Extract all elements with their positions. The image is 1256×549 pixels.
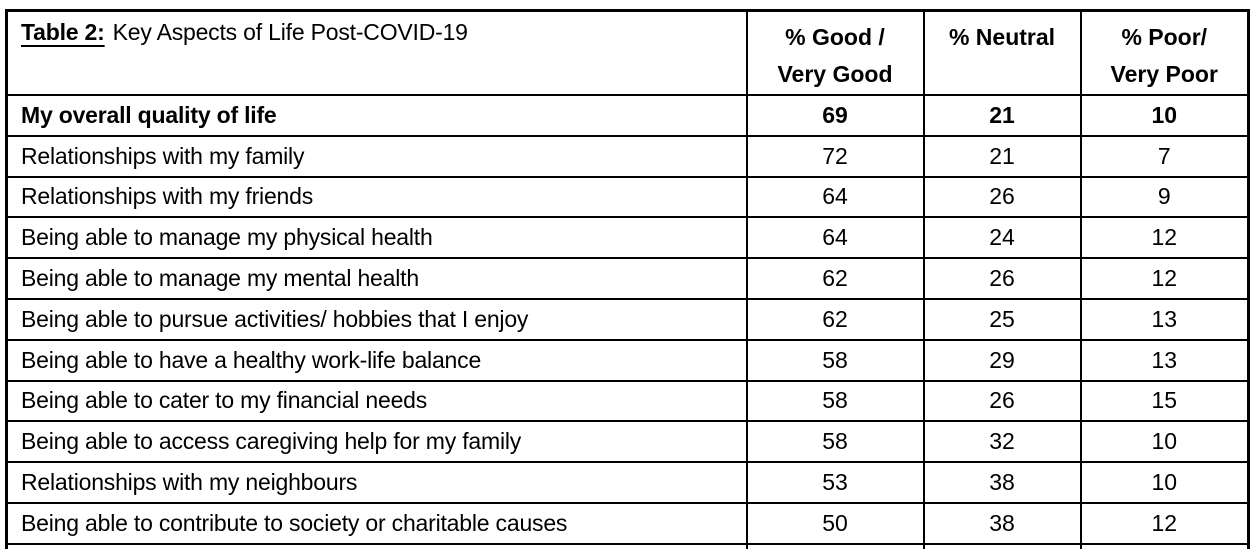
column-header-poor-line1: % Poor/ bbox=[1121, 24, 1208, 50]
cropped-cell bbox=[747, 544, 924, 549]
column-header-poor-very-poor bbox=[1081, 11, 1249, 96]
row-neutral-value: 26 bbox=[924, 381, 1081, 422]
table-row bbox=[7, 258, 1249, 299]
row-good-value: 69 bbox=[747, 95, 924, 136]
cropped-cell bbox=[1081, 544, 1249, 549]
column-header-good-line1: % Good / bbox=[785, 24, 885, 50]
row-good-value: 64 bbox=[747, 217, 924, 258]
row-neutral-value: 38 bbox=[924, 462, 1081, 503]
cropped-row-sliver bbox=[7, 544, 1249, 549]
row-label: My overall quality of life bbox=[7, 95, 747, 136]
column-header-good-line2: Very Good bbox=[777, 61, 893, 87]
table-header bbox=[7, 11, 1249, 96]
row-neutral-value: 21 bbox=[924, 95, 1081, 136]
table-body bbox=[7, 95, 1249, 544]
row-label: Relationships with my friends bbox=[7, 177, 747, 218]
row-neutral-value: 38 bbox=[924, 503, 1081, 544]
table-row bbox=[7, 462, 1249, 503]
cropped-cell bbox=[7, 544, 747, 549]
row-neutral-value: 32 bbox=[924, 421, 1081, 462]
table-caption-title: Key Aspects of Life Post-COVID-19 bbox=[112, 19, 468, 45]
row-poor-value: 12 bbox=[1081, 258, 1249, 299]
table-row bbox=[7, 381, 1249, 422]
row-poor-value: 15 bbox=[1081, 381, 1249, 422]
row-neutral-value: 29 bbox=[924, 340, 1081, 381]
row-poor-value: 9 bbox=[1081, 177, 1249, 218]
row-label: Being able to pursue activities/ hobbies that I enjoy bbox=[7, 299, 747, 340]
row-poor-value: 10 bbox=[1081, 95, 1249, 136]
row-good-value: 58 bbox=[747, 421, 924, 462]
row-poor-value: 13 bbox=[1081, 340, 1249, 381]
row-poor-value: 12 bbox=[1081, 503, 1249, 544]
row-label: Being able to cater to my financial needs bbox=[7, 381, 747, 422]
row-poor-value: 13 bbox=[1081, 299, 1249, 340]
row-label: Being able to contribute to society or charitable causes bbox=[7, 503, 747, 544]
table-row bbox=[7, 421, 1249, 462]
column-header-good-very-good bbox=[747, 11, 924, 96]
row-neutral-value: 21 bbox=[924, 136, 1081, 177]
column-header-neutral bbox=[924, 11, 1081, 96]
row-good-value: 72 bbox=[747, 136, 924, 177]
column-header-neutral-line1: % Neutral bbox=[948, 24, 1056, 50]
row-poor-value: 10 bbox=[1081, 462, 1249, 503]
table-row bbox=[7, 136, 1249, 177]
table-caption-cell bbox=[7, 11, 747, 96]
table-row bbox=[7, 299, 1249, 340]
row-label: Being able to have a healthy work-life balance bbox=[7, 340, 747, 381]
table-row bbox=[7, 95, 1249, 136]
row-neutral-value: 25 bbox=[924, 299, 1081, 340]
row-label: Relationships with my neighbours bbox=[7, 462, 747, 503]
table-row bbox=[7, 177, 1249, 218]
row-label: Being able to manage my physical health bbox=[7, 217, 747, 258]
table-caption-number: Table 2: bbox=[21, 19, 105, 45]
row-poor-value: 12 bbox=[1081, 217, 1249, 258]
row-good-value: 58 bbox=[747, 381, 924, 422]
row-neutral-value: 24 bbox=[924, 217, 1081, 258]
row-neutral-value: 26 bbox=[924, 177, 1081, 218]
row-good-value: 50 bbox=[747, 503, 924, 544]
table-row bbox=[7, 340, 1249, 381]
row-good-value: 62 bbox=[747, 299, 924, 340]
table-row bbox=[7, 217, 1249, 258]
row-label: Being able to access caregiving help for my family bbox=[7, 421, 747, 462]
cropped-cell bbox=[924, 544, 1081, 549]
table-2-key-aspects-of-life bbox=[5, 9, 1250, 549]
row-neutral-value: 26 bbox=[924, 258, 1081, 299]
row-label: Relationships with my family bbox=[7, 136, 747, 177]
column-header-poor-line2: Very Poor bbox=[1110, 61, 1218, 87]
table-row bbox=[7, 503, 1249, 544]
row-poor-value: 7 bbox=[1081, 136, 1249, 177]
table-cropped-next-row bbox=[7, 544, 1249, 549]
row-label: Being able to manage my mental health bbox=[7, 258, 747, 299]
row-good-value: 58 bbox=[747, 340, 924, 381]
row-good-value: 53 bbox=[747, 462, 924, 503]
header-row bbox=[7, 11, 1249, 96]
row-poor-value: 10 bbox=[1081, 421, 1249, 462]
row-good-value: 64 bbox=[747, 177, 924, 218]
row-good-value: 62 bbox=[747, 258, 924, 299]
